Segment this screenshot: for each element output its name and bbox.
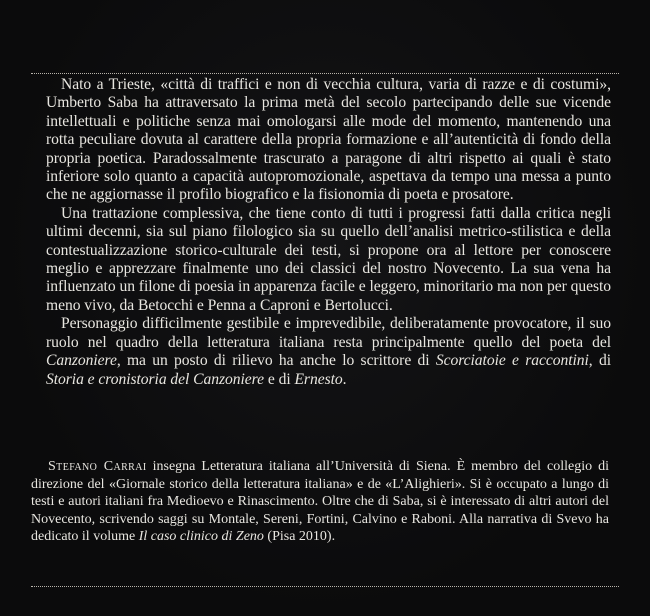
title-storia-cronistoria: Storia e cronistoria del Canzoniere xyxy=(46,370,264,388)
author-bio-paragraph xyxy=(31,458,609,546)
author-bio xyxy=(31,458,609,546)
bottom-dotted-rule xyxy=(31,586,619,587)
blurb-p3-text-e: . xyxy=(342,370,347,388)
blurb-p3-text-d: e di xyxy=(264,370,295,388)
title-ernesto: Ernesto xyxy=(294,370,343,388)
blurb-paragraph-2: Una trattazione complessiva, che tiene conto di tutti i progressi fatti dalla critica negli ultimi decenni, sia sul piano filologico sia su quello dell’analisi metrico-stilistica e della contestualizzazione storico-culturale dei testi, si propone ora al lettore per conoscere meglio e apprezzare finalmente uno dei classici del nostro Novecento. La sua vena ha influenzato un filone di poesia in apparenza facile e leggero, minoritario ma non per questo meno vivo, da Betocchi e Penna a Caproni e Bertolucci. xyxy=(46,204,611,314)
title-canzoniere: Canzoniere xyxy=(46,352,117,370)
blurb-p3-text-b: , ma un posto di rilievo ha anche lo scrittore di xyxy=(116,352,436,370)
bio-text-a: insegna Letteratura italiana all’Università di Siena. È membro del collegio di direzione del «Giornale storico della letteratura italiana» e de «L’Alighieri». Si è occupato a lungo di testi e autori italiani fra Medioevo e Rinascimento. Oltre che di Saba, si è interessato di altri autori del Novecento, scrivendo saggi su Montale, Sereni, Fortini, Calvino e Raboni. Alla narrativa di Svevo ha dedicato il volume xyxy=(31,459,609,545)
bio-text-b: (Pisa 2010). xyxy=(263,529,336,545)
title-scorciatoie: Scorciatoie e raccontini xyxy=(435,352,589,370)
author-name: Stefano Carrai xyxy=(48,459,147,474)
title-caso-clinico: Il caso clinico di Zeno xyxy=(138,529,264,545)
blurb-p3-text-c: , di xyxy=(588,352,611,370)
blurb-paragraph-1: Nato a Trieste, «città di traffici e non di vecchia cultura, varia di razze e di costumi», Umberto Saba ha attraversato la prima metà del secolo partecipando delle sue vicende intellettuali e politiche senza mai omologarsi alle mode del momento, mantenendo una rotta peculiare dovuta al carattere della propria formazione e all’autenticità di fondo della propria poetica. Paradossalmente trascurato a paragone di altri rispetto ai quali è stato inferiore solo quanto a capacità autopromozionale, aspettava da tempo una messa a punto che ne aggiornasse il profilo biografico e la fisionomia di poeta e prosatore. xyxy=(46,76,611,204)
blurb-p3-text-a: Personaggio difficilmente gestibile e imprevedibile, deliberatamente provocatore, il suo ruolo nel quadro della letteratura italiana resta principalmente quello del poeta del xyxy=(46,315,611,351)
top-dotted-rule xyxy=(31,73,619,74)
book-blurb xyxy=(46,76,611,389)
blurb-paragraph-3 xyxy=(46,315,611,389)
